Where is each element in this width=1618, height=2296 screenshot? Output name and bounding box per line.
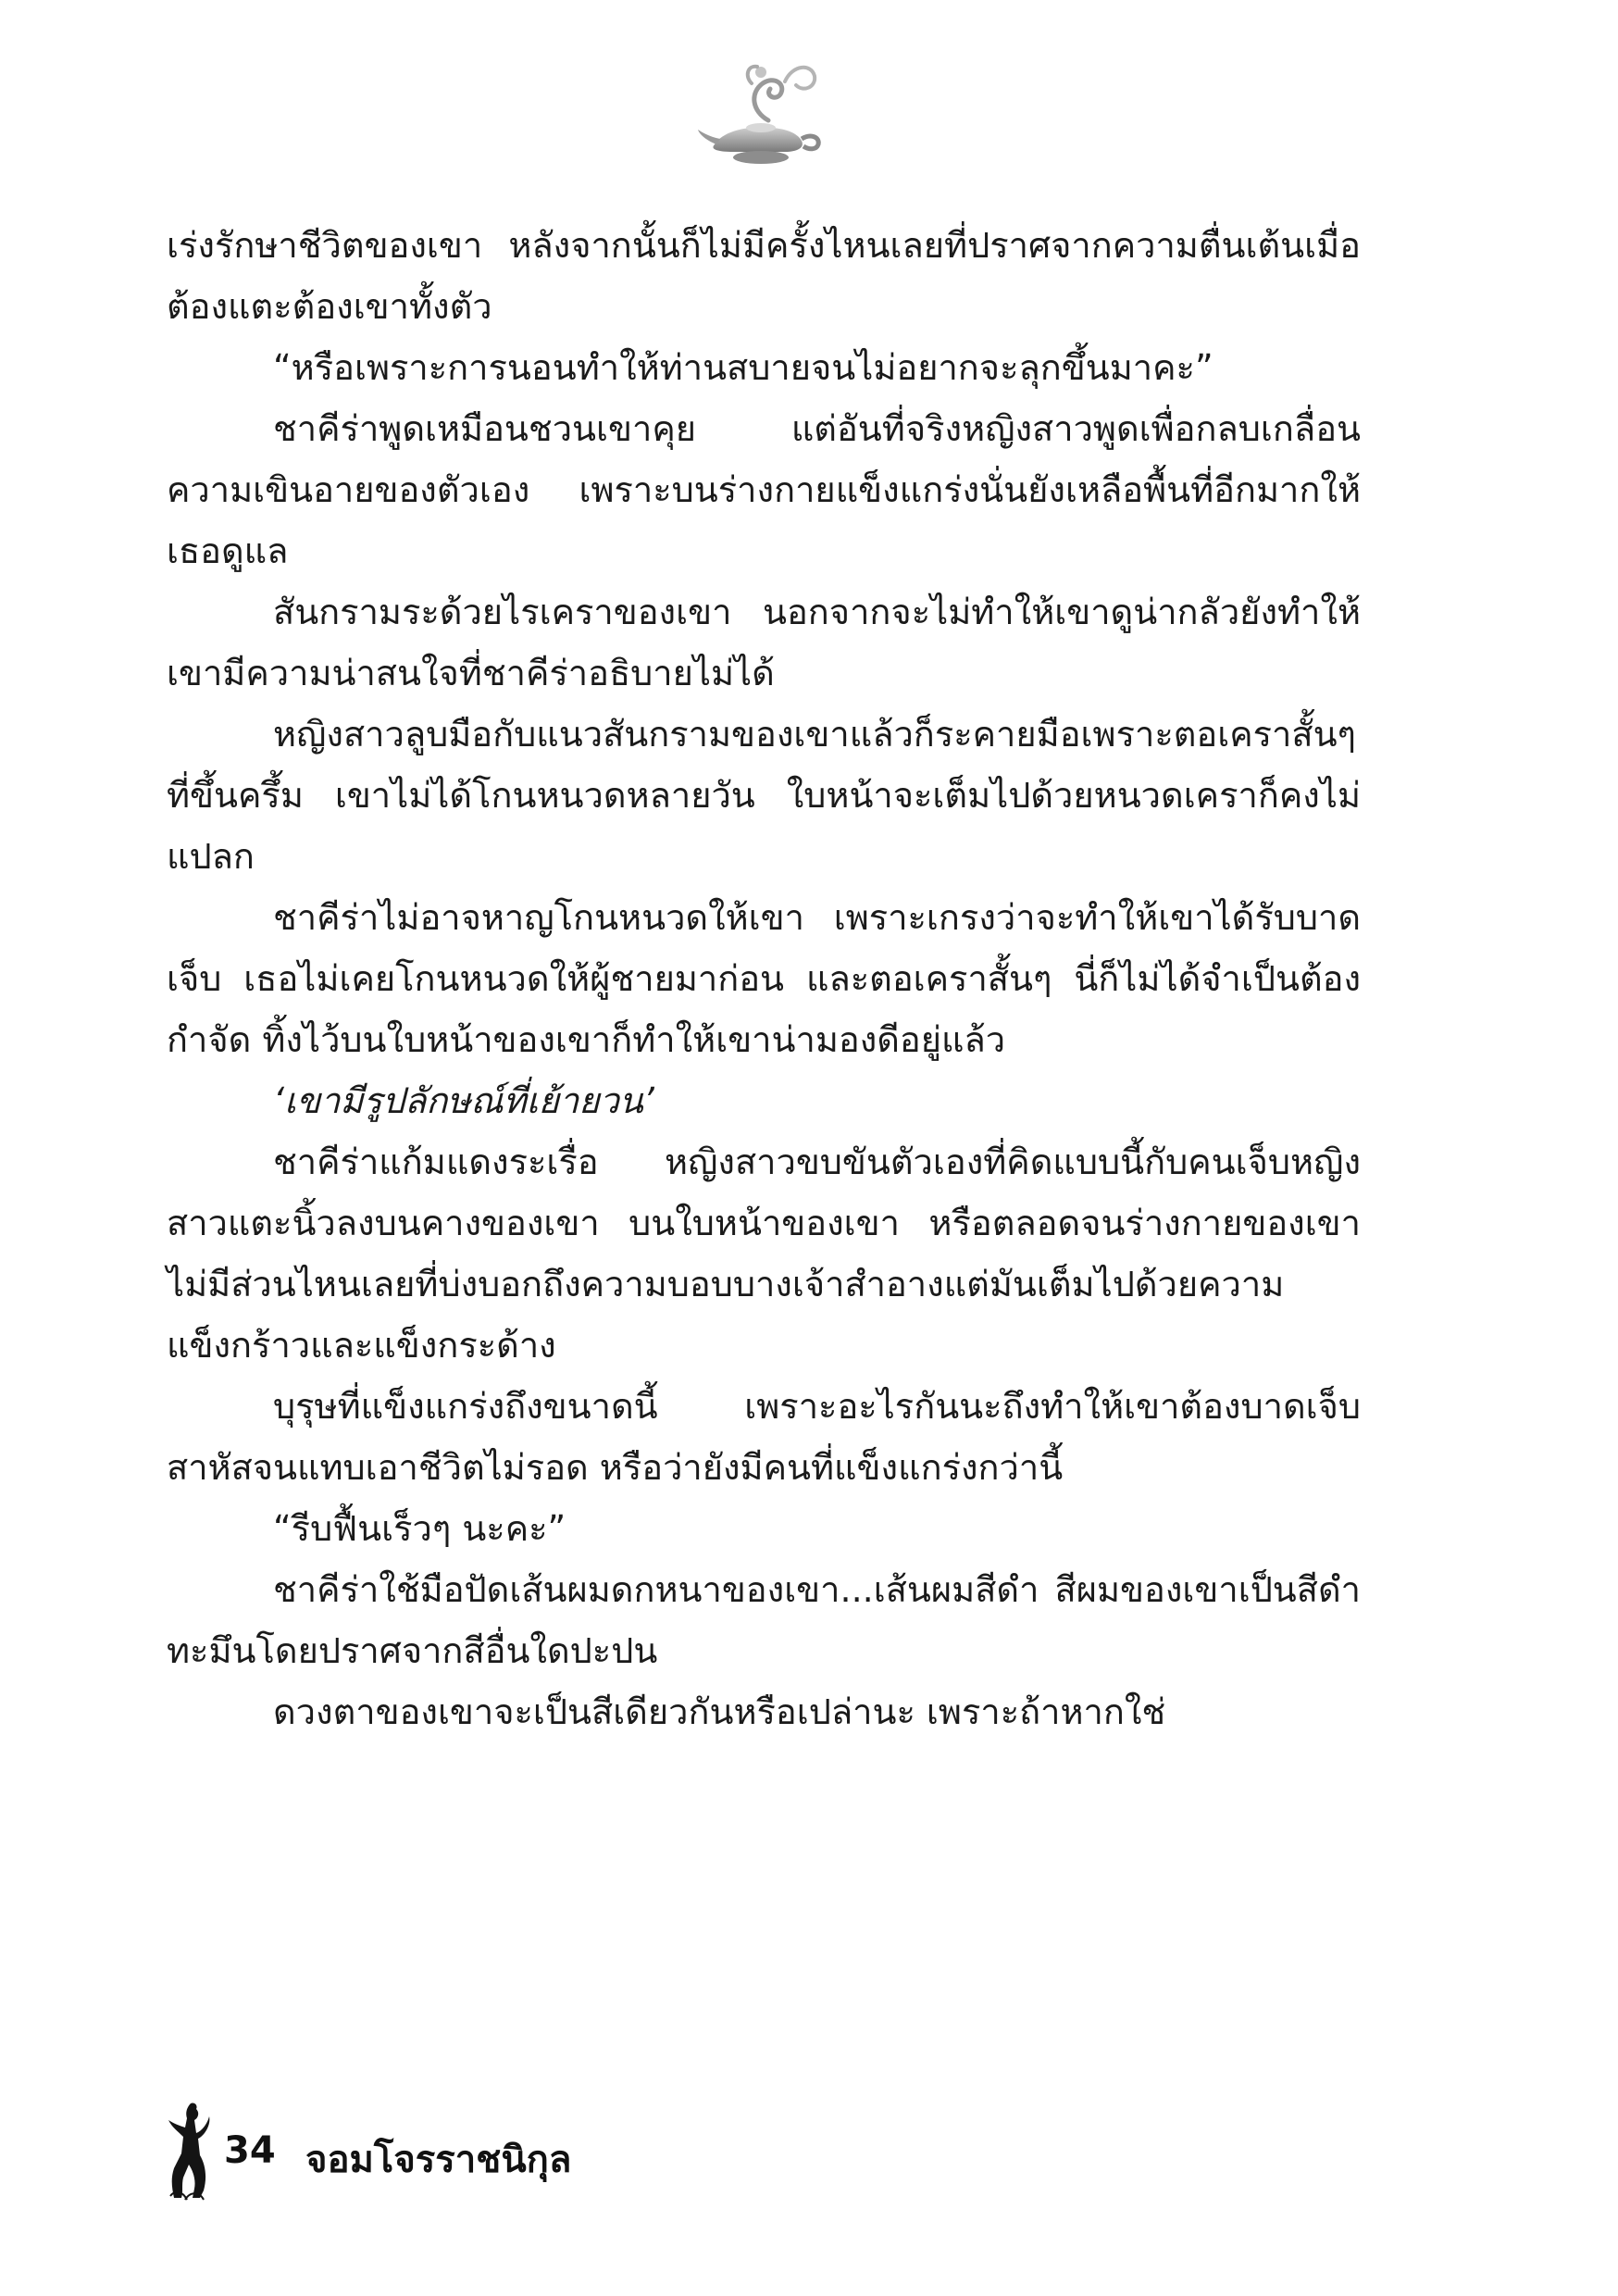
paragraph: ชาคีร่าแก้มแดงระเรื่อ หญิงสาวขบขันตัวเองที่คิดแบบนี้กับคนเจ็บหญิงสาวแตะนิ้วลงบนคางของเขา บนใบหน้าของเขา หรือตลอดจนร่างกายของเขา ไม่มีส่วนไหนเลยที่บ่งบอกถึงความบอบบางเจ้าสำอางแต่มันเต็มไปด้วยความแข็งกร้าวและแข็งกระด้าง xyxy=(167,1142,1361,1366)
page-number: 34 xyxy=(224,2129,276,2172)
paragraph: ชาคีร่าใช้มือปัดเส้นผมดกหนาของเขา...เส้นผมสีดำ สีผมของเขาเป็นสีดำทะมึนโดยปราศจากสีอื่นใดปะปน xyxy=(167,1569,1361,1671)
paragraph: ชาคีร่าพูดเหมือนชวนเขาคุย แต่อันที่จริงหญิงสาวพูดเพื่อกลบเกลื่อนความเขินอายของตัวเอง เพราะบนร่างกายแข็งแกร่งนั่นยังเหลือพื้นที่อีกมากให้เธอดูแล xyxy=(167,408,1361,571)
body-text xyxy=(167,215,1361,1742)
paragraph: “รีบฟื้นเร็วๆ นะคะ” xyxy=(273,1508,566,1549)
paragraph-thought: ‘เขามีรูปลักษณ์ที่เย้ายวน’ xyxy=(273,1080,654,1121)
book-title: จอมโจรราชนิกุล xyxy=(305,2139,572,2181)
paragraph: ดวงตาของเขาจะเป็นสีเดียวกันหรือเปล่านะ เพราะถ้าหากใช่ xyxy=(273,1691,1166,1732)
paragraph: ชาคีร่าไม่อาจหาญโกนหนวดให้เขา เพราะเกรงว่าจะทำให้เขาได้รับบาดเจ็บ เธอไม่เคยโกนหนวดให้ผู้ชายมาก่อน และตอเคราสั้นๆ นี่ก็ไม่ได้จำเป็นต้องกำจัด ทิ้งไว้บนใบหน้าของเขาก็ทำให้เขาน่ามองดีอยู่แล้ว xyxy=(167,897,1361,1060)
genie-lamp-icon xyxy=(696,56,826,174)
paragraph: บุรุษที่แข็งแกร่งถึงขนาดนี้ เพราะอะไรกันนะถึงทำให้เขาต้องบาดเจ็บสาหัสจนแทบเอาชีวิตไม่รอด หรือว่ายังมีคนที่แข็งแกร่งกว่านี้ xyxy=(167,1386,1361,1488)
paragraph: สันกรามระด้วยไรเคราของเขา นอกจากจะไม่ทำให้เขาดูน่ากลัวยังทำให้เขามีความน่าสนใจที่ชาคีร่าอธิบายไม่ได้ xyxy=(167,592,1361,693)
paragraph: เร่งรักษาชีวิตของเขา หลังจากนั้นก็ไม่มีครั้งไหนเลยที่ปราศจากความตื่นเต้นเมื่อต้องแตะต้องเขาทั้งตัว xyxy=(167,225,1361,327)
paragraph: “หรือเพราะการนอนทำให้ท่านสบายจนไม่อยากจะลุกขึ้นมาคะ” xyxy=(273,347,1214,388)
dancer-silhouette-icon xyxy=(163,2100,213,2202)
paragraph: หญิงสาวลูบมือกับแนวสันกรามของเขาแล้วก็ระคายมือเพราะตอเคราสั้นๆ ที่ขึ้นครึ้ม เขาไม่ได้โกนหนวดหลายวัน ใบหน้าจะเต็มไปด้วยหนวดเคราก็คงไม่แปลก xyxy=(167,714,1361,877)
page-footer xyxy=(163,2100,996,2202)
